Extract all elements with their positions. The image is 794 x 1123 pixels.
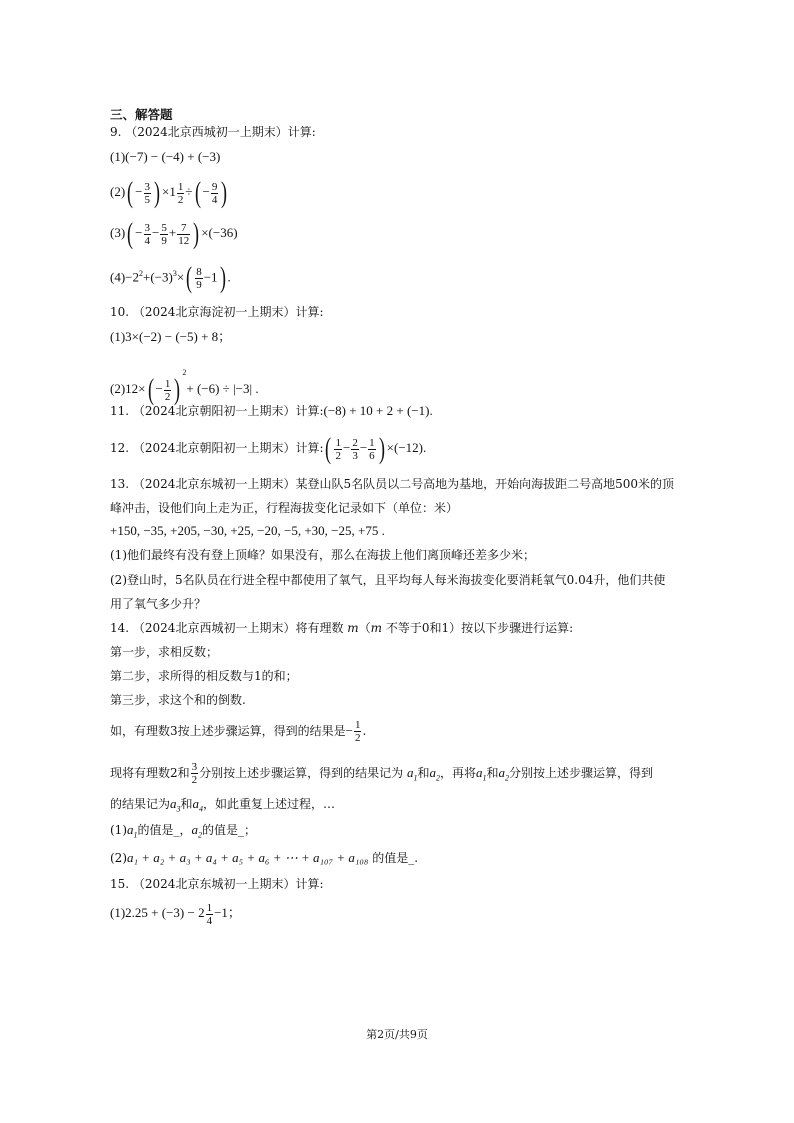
q10-part1: (1)3×(−2) − (−5) + 8； xyxy=(110,329,232,344)
q13-line2: 峰冲击，设他们向上走为正，行程海拔变化记录如下（单位：米） xyxy=(110,501,459,515)
q15-heading: 15. （2024北京东城初一上期末）计算: xyxy=(110,877,324,891)
q13-line1: 13. （2024北京东城初一上期末）某登山队5名队员以二号高地为基地，开始向海拔距二号高地500米的顶 xyxy=(110,477,674,491)
q12-line: 12. （2024北京朝阳初一上期末）计算:( $\frac{1}{2}$ − $\frac{2}{3}$ − $\frac{1}{6}$ ) ×(−12). xyxy=(110,432,427,466)
q9-part3: (3)( − $\frac{3}{4}$ − $\frac{5}{9}$ + $\frac{7}{12}$ ) ×(−36) xyxy=(110,217,238,251)
q14-heading: 14. （2024北京西城初一上期末）将有理数 m（m 不等于0和1）按以下步骤进行运算: xyxy=(110,621,574,635)
q14-now: 现将有理数2和 $\frac{3}{2}$ 分别按上述步骤运算，得到的结果记为 $a_1$和$a_2$，再将$a_1$和$a_2$分别按上述步骤运算，得到 xyxy=(110,761,654,786)
q14-result: 的结果记为$a_3$和$a_4$，如此重复上述过程，… xyxy=(110,796,336,814)
q10-part2: (2)12×( − $\frac{1}{2}$ )$^2$+ (−6) ÷ |−3| . xyxy=(110,368,259,407)
q10-heading: 10. （2024北京海淀初一上期末）计算: xyxy=(110,305,324,319)
q15-part1: (1)2.25 + (−3) − 2 $\frac{1}{4}$ −1； xyxy=(110,901,241,927)
q14-example: 如，有理数3按上述步骤运算，得到的结果是− $\frac{1}{2}$ . xyxy=(110,719,367,744)
q13-data: +150, −35, +205, −30, +25, −20, −5, +30, −25, +75 . xyxy=(110,523,385,538)
q14-step1: 第一步，求相反数； xyxy=(110,645,219,659)
q14-step2: 第二步，求所得的相反数与1的和； xyxy=(110,669,298,683)
q13-part2-line2: 用了氧气多少升？ xyxy=(110,597,207,611)
page-footer: 第2页/共9页 xyxy=(366,1028,428,1041)
q9-part2: (2)( − $\frac{3}{5}$ ) ×1 $\frac{1}{2}$ ÷( − $\frac{9}{4}$ ) xyxy=(110,176,228,210)
q14-step3: 第三步，求这个和的倒数. xyxy=(110,693,246,707)
q9-part1: (1)(−7) − (−4) + (−3) xyxy=(110,149,221,164)
q11-line: 11. （2024北京朝阳初一上期末）计算:(−8) + 10 + 2 + (−1). xyxy=(110,403,433,418)
section-heading: 三、解答题 xyxy=(110,107,173,122)
q13-part1: (1)他们最终有没有登上顶峰？如果没有，那么在海拔上他们离顶峰还差多少米； xyxy=(110,548,536,562)
q13-part2-line1: (2)登山时，5名队员在行进全程中都使用了氧气，且平均每人每米海拔变化要消耗氧气0.04升，他们共使 xyxy=(110,573,666,587)
q14-part1: $(1)a_1$的值是_，$a_2$的值是_； xyxy=(110,822,257,840)
q14-part2: (2)a₁ + a₂ + a₃ + a₄ + a₅ + a₆ + ⋯ + a₁₀₇ + a₁₀₈ 的值是_. xyxy=(110,850,419,865)
q9-heading: 9. （2024北京西城初一上期末）计算: xyxy=(110,125,316,139)
q9-part4: $(4)-2^2+(-3)^3\times$( $\frac{8}{9}$ −1) . xyxy=(110,261,231,295)
